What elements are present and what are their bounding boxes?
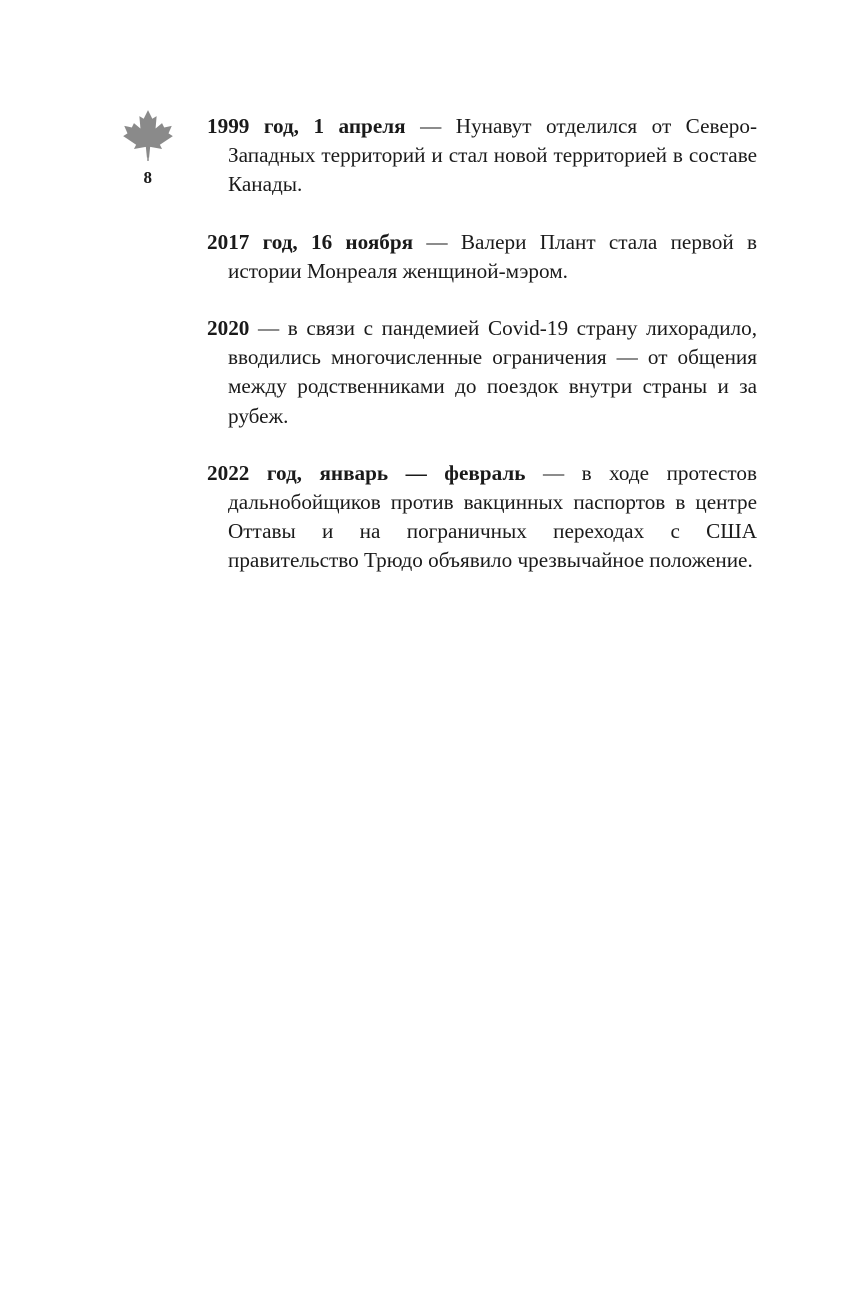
timeline-entry	[207, 459, 757, 576]
entry-separator: —	[405, 114, 456, 138]
entry-separator: —	[525, 460, 582, 485]
page-number: 8	[143, 168, 153, 187]
timeline-entry	[207, 112, 757, 200]
entry-date: 2017 год, 16 ноября	[207, 229, 414, 254]
entry-separator: —	[413, 229, 461, 254]
entry-date: 2022 год, январь — февраль	[207, 460, 526, 485]
page-marker	[118, 108, 178, 188]
timeline-entry	[207, 228, 757, 286]
entry-date: 1999 год, 1 апреля	[207, 114, 406, 138]
timeline-entry	[207, 314, 757, 431]
entry-date: 2020	[207, 316, 250, 341]
timeline	[207, 112, 757, 604]
entry-text: Валери Плант стала первой в истории Монреаля женщиной-мэром.	[228, 229, 757, 283]
entry-text: в связи с пандемией Covid-19 страну лихорадило, вводились многочисленные ограничения — от общения между родственниками до поездок внутри страны и за рубеж.	[228, 316, 757, 428]
entry-separator: —	[249, 316, 288, 341]
entry-text: в ходе протестов дальнобойщиков против вакцинных паспортов в центре Оттавы и на пограничных переходах с США правительство Трюдо объявило чрезвычайное положение.	[228, 460, 757, 573]
maple-leaf-icon	[121, 108, 175, 162]
entry-text: Нунавут отделился от Северо-Западных территорий и стал новой территорией в составе Канады.	[228, 114, 758, 197]
